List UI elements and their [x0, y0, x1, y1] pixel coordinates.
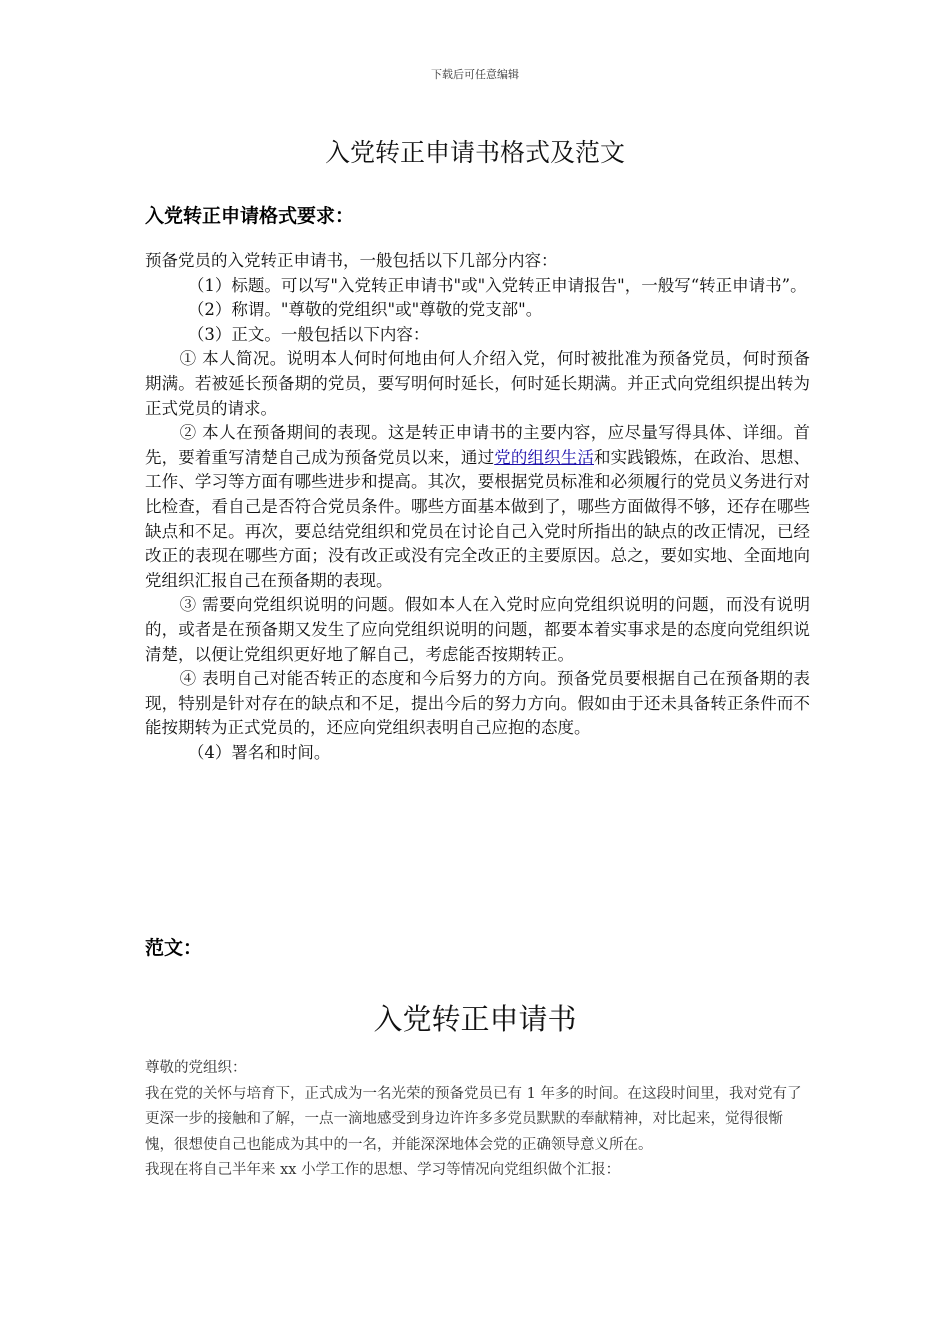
sample-paragraph-1: 我在党的关怀与培育下，正式成为一名光荣的预备党员已有 1 年多的时间。在这段时间里，我对党有了更深一步的接触和了解，一点一滴地感受到身边许许多多党员默默的奉献精神，对比起来，觉得很惭愧，很想使自己也能成为其中的一名，并能深深地体会党的正确领导意义所在。	[145, 1085, 802, 1153]
intro-paragraph: 预备党员的入党转正申请书，一般包括以下几部分内容：	[145, 251, 558, 270]
sample-body	[145, 1056, 810, 1184]
header-note: 下载后可任意编辑	[431, 68, 519, 81]
party-organization-life-link[interactable]: 党的组织生活	[494, 447, 594, 467]
page-title: 入党转正申请书格式及范文	[324, 138, 625, 167]
sample-title: 入党转正申请书	[373, 1002, 577, 1036]
sub-item-1-paragraph: ① 本人简况。说明本人何时何地由何人介绍入党，何时被批准为预备党员，何时预备期满。若被延长预备期的党员，要写明何时延长，何时延长期满。并正式向党组织提出转为正式党员的请求。	[145, 349, 810, 418]
sample-heading: 范文：	[145, 937, 203, 959]
sub-item-3-paragraph: ③ 需要向党组织说明的问题。假如本人在入党时应向党组织说明的问题，而没有说明的，或者是在预备期又发生了应向党组织说明的问题，都要本着实事求是的态度向党组织说清楚，以便让党组织更好地了解自己，考虑能否按期转正。	[145, 595, 810, 664]
sub-item-2-text-before: ② 本人在预备期间的表现。这是转正申请书的主要内容，应尽量写得具体、详细。首先，要着重写清楚自己成为预备党员以来，通过	[145, 423, 810, 467]
sub-item-4-paragraph: ④ 表明自己对能否转正的态度和今后努力的方向。预备党员要根据自己在预备期的表现，特别是针对存在的缺点和不足，提出今后的努力方向。假如由于还未具备转正条件而不能按期转为正式党员的，还应向党组织表明自己应抱的态度。	[145, 669, 810, 738]
item-3-paragraph: （3）正文。一般包括以下内容：	[187, 324, 430, 344]
format-heading: 入党转正申请格式要求：	[145, 205, 355, 227]
format-body	[145, 249, 810, 765]
sub-item-2-text-after: 和实践锻炼，在政治、思想、工作、学习等方面有哪些进步和提高。其次，要根据党员标准和必须履行的党员义务进行对比检查，看自己是否符合党员条件。哪些方面基本做到了，哪些方面做得不够，还存在哪些缺点和不足。再次，要总结党组织和党员在讨论自己入党时所指出的缺点的改正情况，已经改正的表现在哪些方面；没有改正或没有完全改正的主要原因。总之，要如实地、全面地向党组织汇报自己在预备期的表现。	[145, 447, 811, 590]
sub-item-2-paragraph	[145, 421, 810, 593]
item-1-paragraph: （1）标题。可以写"入党转正申请书"或"入党转正申请报告"，一般写“转正申请书”。	[187, 275, 807, 295]
sample-paragraph-2: 我现在将自己半年来 xx 小学工作的思想、学习等情况向党组织做个汇报：	[145, 1162, 621, 1178]
item-2-paragraph: （2）称谓。"尊敬的党组织"或"尊敬的党支部"。	[187, 300, 543, 320]
item-4-paragraph: （4）署名和时间。	[187, 742, 331, 762]
sample-salutation: 尊敬的党组织：	[145, 1060, 247, 1076]
